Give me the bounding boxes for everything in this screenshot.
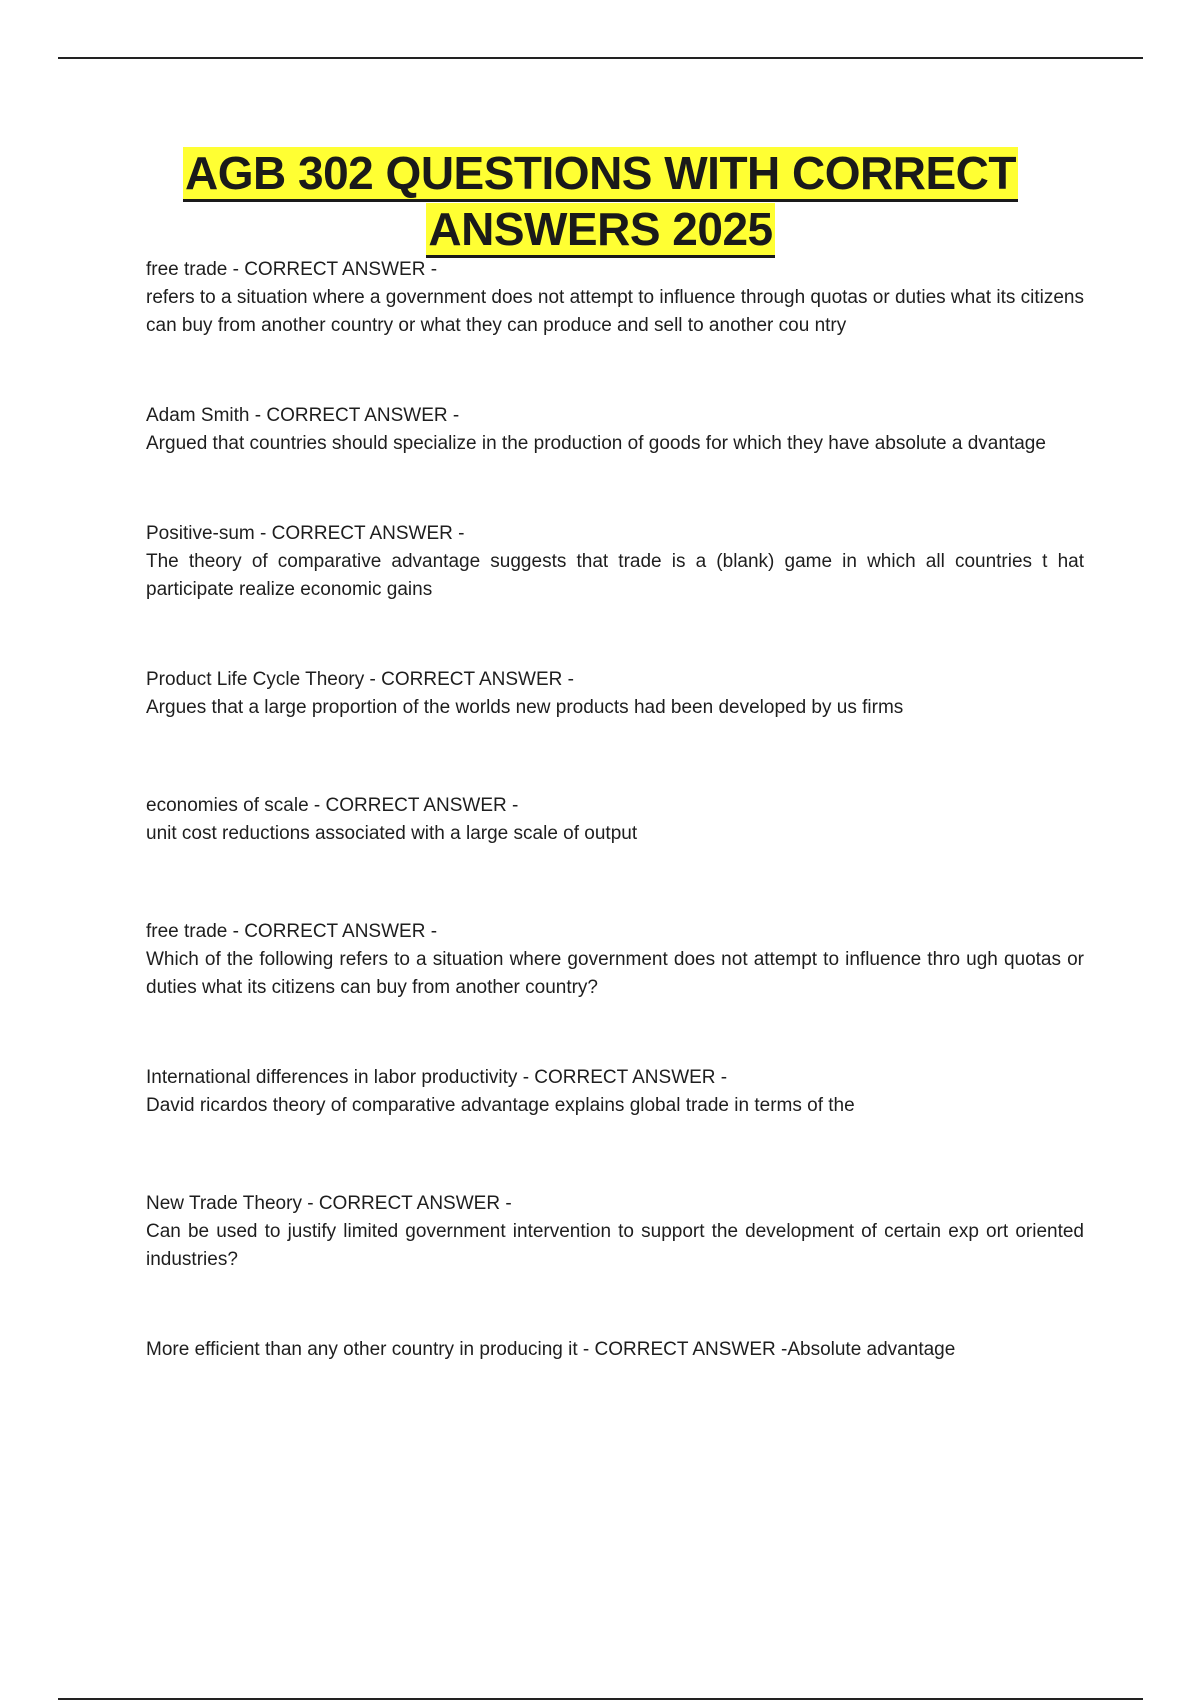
- qa-entry: [146, 1336, 1084, 1364]
- qa-term: Product Life Cycle Theory - CORRECT ANSWER -: [146, 669, 574, 690]
- qa-term: New Trade Theory - CORRECT ANSWER -: [146, 1193, 512, 1214]
- qa-term: Adam Smith - CORRECT ANSWER -: [146, 405, 460, 426]
- qa-entry: [146, 1064, 1084, 1120]
- qa-definition: David ricardos theory of comparative advantage explains global trade in terms of the: [146, 1095, 855, 1116]
- qa-definition: unit cost reductions associated with a large scale of output: [146, 823, 638, 844]
- qa-definition: Which of the following refers to a situation where government does not attempt to influence thro ugh quotas or duties what its citizens can buy from another country?: [146, 949, 1084, 998]
- title-line-2: ANSWERS 2025: [426, 203, 774, 258]
- qa-definition: Argued that countries should specialize in the production of goods for which they have absolute a dvantage: [146, 433, 1046, 454]
- qa-entry: [146, 520, 1084, 604]
- qa-list: [146, 256, 1084, 1364]
- qa-term: free trade - CORRECT ANSWER -: [146, 921, 438, 942]
- qa-definition: Can be used to justify limited government intervention to support the development of certain exp ort oriented industries?: [146, 1221, 1084, 1270]
- qa-term: More efficient than any other country in producing it - CORRECT ANSWER -Absolute advantage: [146, 1339, 956, 1360]
- qa-term: Positive-sum - CORRECT ANSWER -: [146, 523, 465, 544]
- qa-term: free trade - CORRECT ANSWER -: [146, 259, 438, 280]
- qa-term: economies of scale - CORRECT ANSWER -: [146, 795, 519, 816]
- qa-entry: [146, 918, 1084, 1002]
- qa-entry: [146, 792, 1084, 848]
- qa-definition: refers to a situation where a government does not attempt to influence through quotas or duties what its citizens can buy from another country or what they can produce and sell to another cou ntry: [146, 287, 1084, 336]
- document-title: [58, 145, 1143, 257]
- qa-entry: [146, 256, 1084, 340]
- qa-entry: [146, 402, 1084, 458]
- qa-entry: [146, 666, 1084, 722]
- qa-definition: Argues that a large proportion of the worlds new products had been developed by us firms: [146, 697, 904, 718]
- title-line-1: AGB 302 QUESTIONS WITH CORRECT: [183, 147, 1018, 202]
- qa-entry: [146, 1190, 1084, 1274]
- top-rule: [58, 57, 1143, 59]
- qa-term: International differences in labor productivity - CORRECT ANSWER -: [146, 1067, 728, 1088]
- qa-definition: The theory of comparative advantage suggests that trade is a (blank) game in which all countries t hat participate realize economic gains: [146, 551, 1084, 600]
